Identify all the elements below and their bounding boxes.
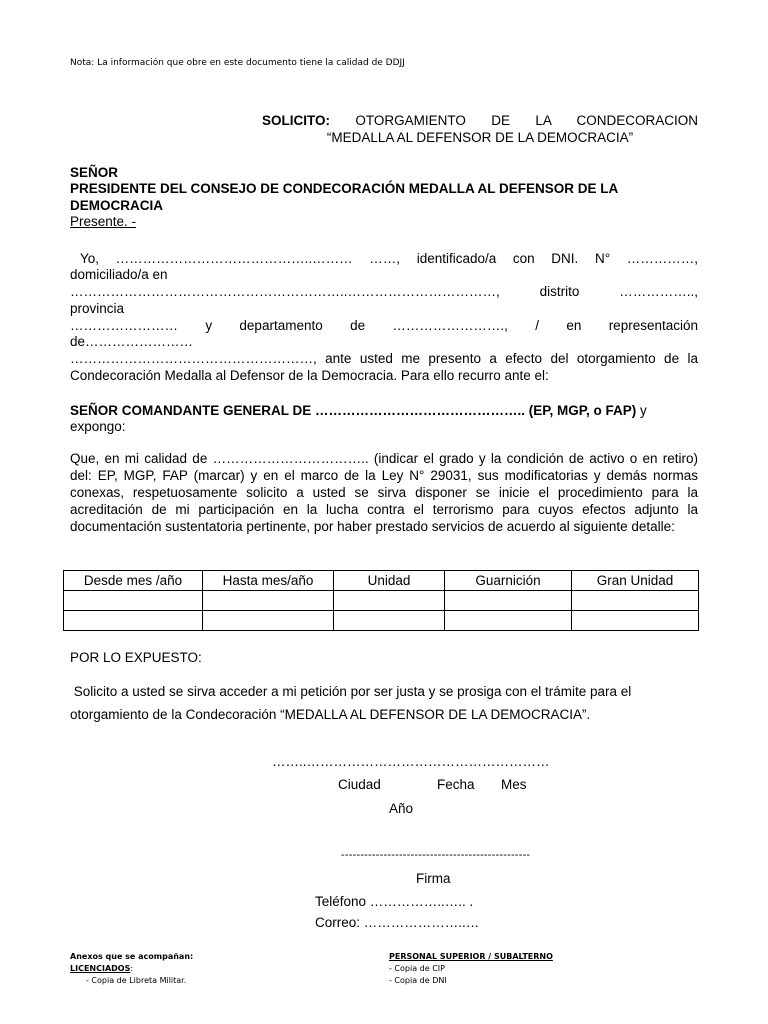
body-line-8: Condecoración Medalla al Defensor de la Democracia. Para ello recurro ante el:: [70, 368, 549, 383]
addressee-title-2: DEMOCRACIA: [70, 198, 163, 213]
table-header-row: [64, 571, 699, 591]
firma-label: Firma: [416, 871, 451, 886]
subject-block: [262, 112, 698, 146]
addressee-title-1: PRESIDENTE DEL CONSEJO DE CONDECORACIÓN MEDALLA AL DEFENSOR DE LA: [70, 181, 619, 196]
presente: Presente. -: [70, 214, 137, 229]
annex-title: Anexos que se acompañan:: [70, 952, 194, 961]
table-cell[interactable]: [445, 591, 572, 611]
solicito-label: SOLICITO:: [262, 113, 331, 128]
table-row: [64, 591, 699, 611]
mes-label: Mes: [501, 777, 527, 792]
personal-block: [389, 951, 553, 987]
licenciados-item: - Copia de Libreta Militar.: [86, 976, 187, 985]
telefono-field: Teléfono ……………..….. .: [315, 894, 474, 909]
subject-line-2: “MEDALLA AL DEFENSOR DE LA DEMOCRACIA”: [326, 130, 634, 145]
body-line-2: domiciliado/a en: [70, 267, 168, 282]
table-cell[interactable]: [572, 591, 699, 611]
ddjj-note: Nota: La información que obre en este documento tiene la calidad de DDJJ: [70, 58, 405, 68]
col-unidad: Unidad: [334, 571, 445, 591]
body-line-6: de……………………: [70, 334, 194, 349]
col-guarnicion: Guarnición: [445, 571, 572, 591]
col-desde: Desde mes /año: [64, 571, 203, 591]
table-cell[interactable]: [334, 591, 445, 611]
table-cell[interactable]: [445, 611, 572, 631]
table-cell[interactable]: [64, 591, 203, 611]
body-line-7: ………………………………………………, ante usted me presento a efecto del otorgamiento de la: [70, 351, 698, 366]
col-hasta: Hasta mes/año: [203, 571, 334, 591]
closing-line-1: Solicito a usted se sirva acceder a mi petición por ser justa y se prosiga con el trámite para el: [70, 684, 632, 699]
expongo: expongo:: [70, 419, 126, 434]
body-line-1: Yo, ……………………………………..……… ……, identificado/a con DNI. N° ……………,: [80, 251, 698, 266]
table-cell[interactable]: [203, 591, 334, 611]
table-cell[interactable]: [572, 611, 699, 631]
correo-field: Correo: …………………..…: [315, 915, 480, 930]
anio-label: Año: [389, 801, 414, 816]
fecha-label: Fecha: [437, 777, 475, 792]
personal-item: - Copia de DNI: [389, 976, 447, 985]
table-cell[interactable]: [203, 611, 334, 631]
col-gran-unidad: Gran Unidad: [572, 571, 699, 591]
personal-heading: PERSONAL SUPERIOR / SUBALTERNO: [389, 952, 553, 961]
service-table: [63, 570, 699, 631]
table-row: [64, 611, 699, 631]
signature-line: -------------------------------------------------: [341, 849, 531, 861]
table-cell[interactable]: [64, 611, 203, 631]
ciudad-label: Ciudad: [338, 777, 381, 792]
closing-line-2: otorgamiento de la Condecoración “MEDALLA AL DEFENSOR DE LA DEMOCRACIA”.: [70, 707, 591, 722]
service-paragraph: Que, en mi calidad de …………………………….. (indicar el grado y la condición de activo o en retiro) del: EP, MGP, FAP (marcar) y en el marco de la Ley N° 29031, sus modificatorias y demás normas conexas, respetuosamente solicito a usted se sirva disponer se inicie el procedimiento para la acreditación de mi participación en la lucha contra el terrorismo para cuyos efectos adjunto la documentación sustentatoria pertinente, por haber prestado servicios de acuerdo al siguiente detalle:: [70, 451, 698, 534]
licenciados-heading: LICENCIADOS:: [70, 964, 134, 973]
body-line-4: provincia: [70, 301, 125, 316]
annex-block: [70, 951, 193, 987]
por-lo-expuesto: POR LO EXPUESTO:: [70, 650, 202, 665]
comandante-line: SEÑOR COMANDANTE GENERAL DE ……………………………………….. (EP, MGP, o FAP) y: [70, 403, 647, 418]
place-dots: ……..………………………………………………: [272, 754, 550, 769]
addressee-senor: SEÑOR: [70, 165, 119, 180]
personal-item: - Copia de CIP: [389, 964, 445, 973]
body-line-3: ……………………………………………………..……………………………, distrito ……………..,: [70, 284, 698, 299]
body-line-5: …………………… y departamento de ……………………., / en representación: [70, 318, 698, 333]
subject-line-1: SOLICITO: OTORGAMIENTO DE LA CONDECORACION: [262, 113, 698, 128]
table-cell[interactable]: [334, 611, 445, 631]
